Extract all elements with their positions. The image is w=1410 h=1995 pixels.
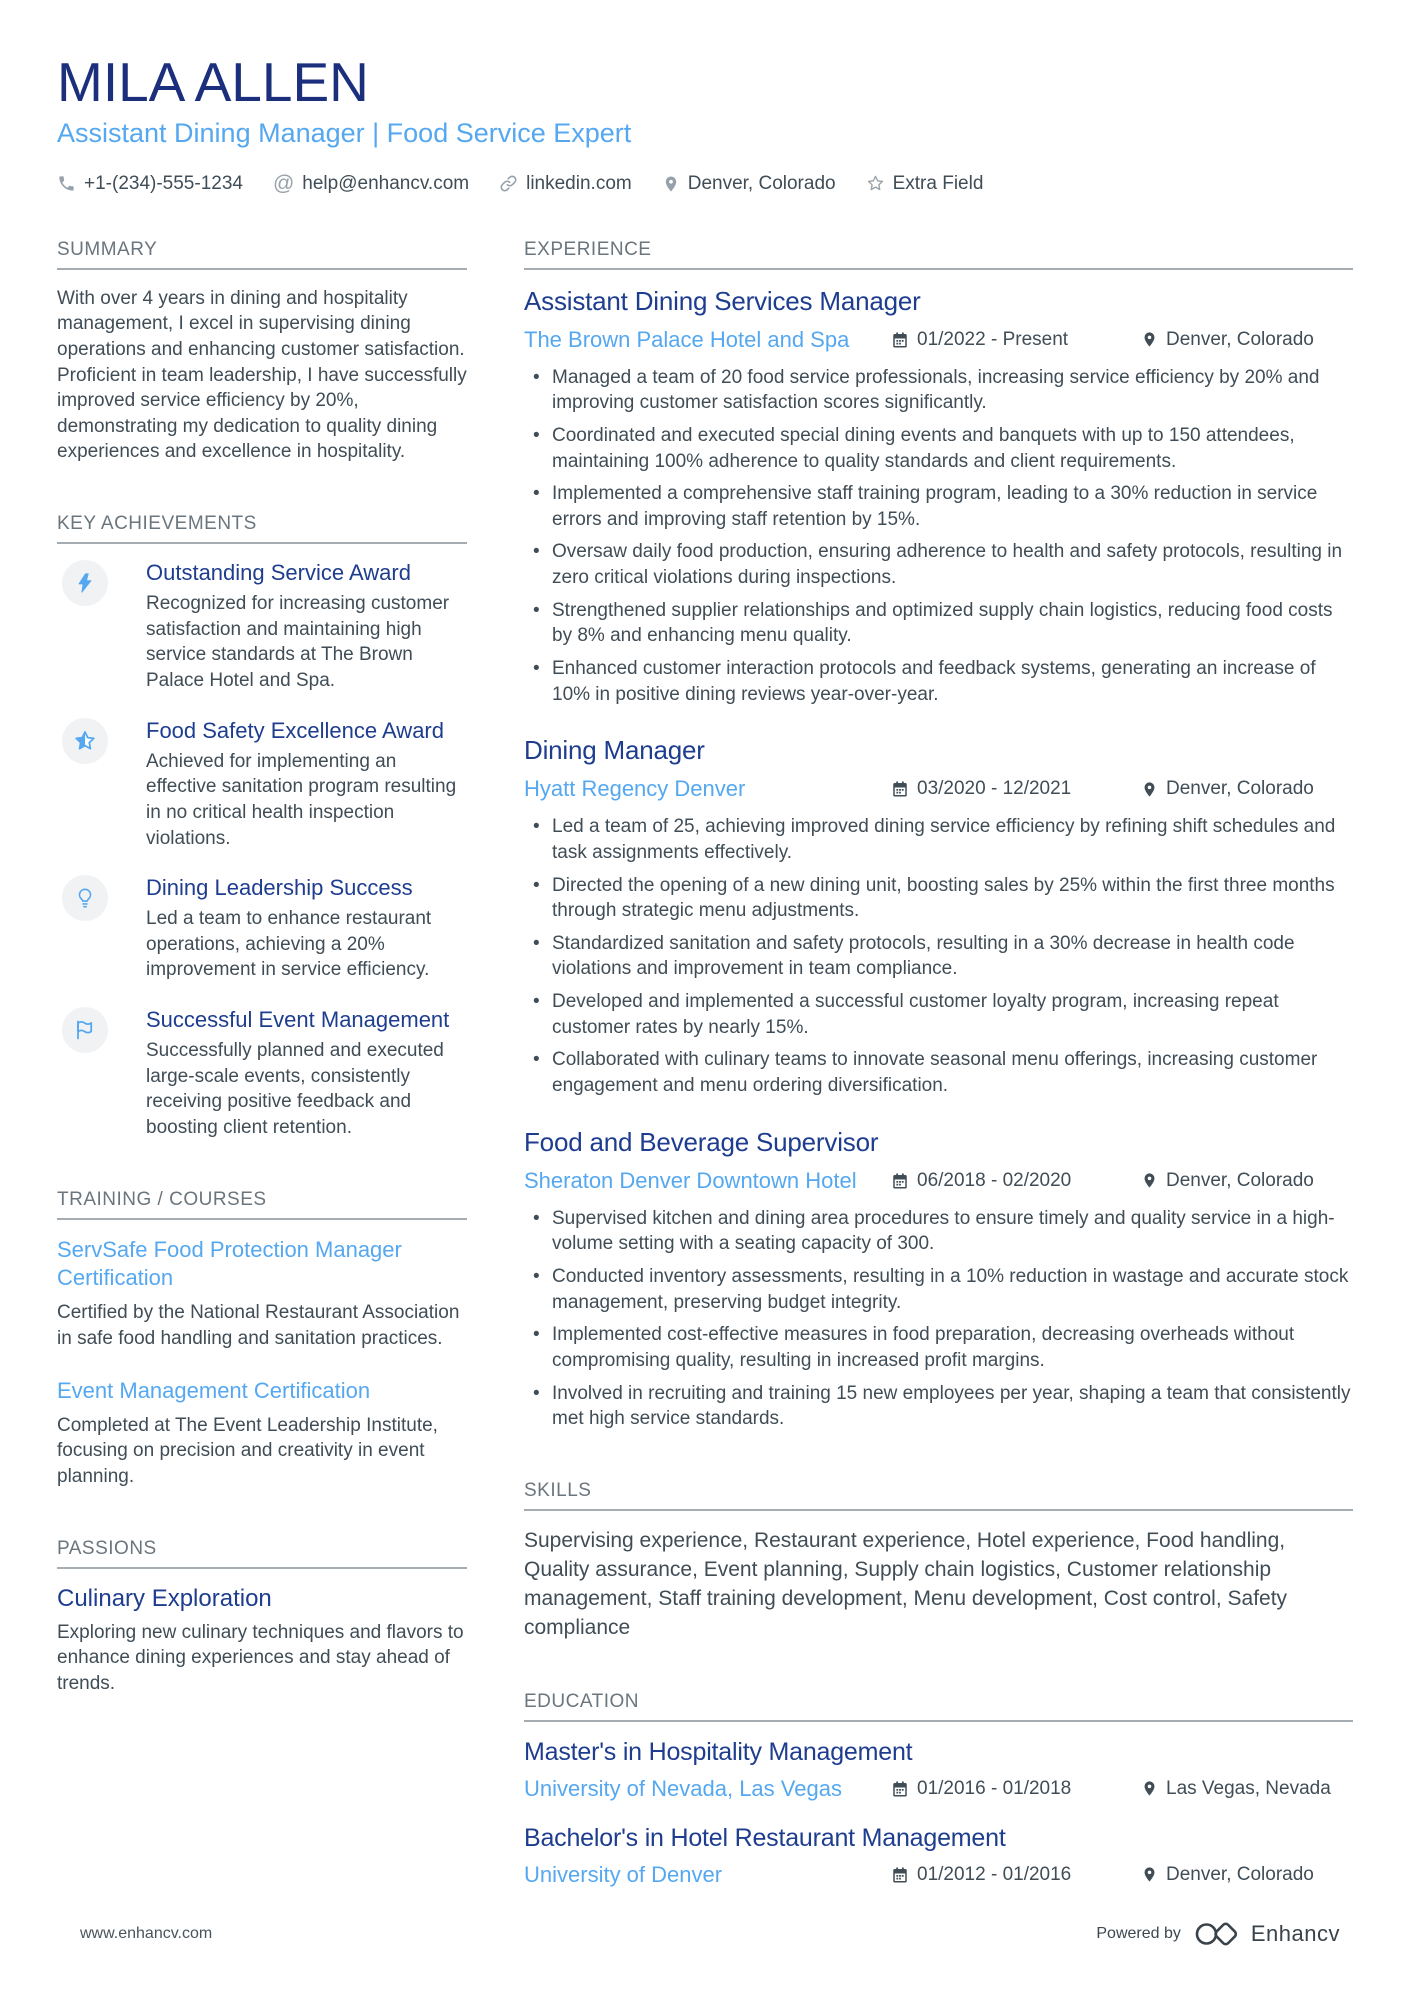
phone-icon <box>57 174 76 193</box>
job-meta <box>524 1168 1353 1194</box>
skills-heading: SKILLS <box>524 1480 1353 1511</box>
job-bullet: • Implemented cost-effective measures in food preparation, decreasing overheads without compromising quality, resulting in increased profit margins. <box>524 1322 1353 1373</box>
education-item <box>524 1824 1353 1888</box>
job-bullet: • Directed the opening of a new dining unit, boosting sales by 25% within the first three months through strategic menu adjustments. <box>524 873 1353 924</box>
achievement-description: Recognized for increasing customer satisfaction and maintaining high service standards at The Brown Palace Hotel and Spa. <box>146 593 450 691</box>
contact-extra-text: Extra Field <box>892 172 984 194</box>
experience-job <box>524 1127 1353 1432</box>
training-description: Completed at The Event Leadership Institute, focusing on precision and creativity in event planning. <box>57 1414 438 1488</box>
education-meta <box>524 1776 1353 1802</box>
degree-title: Bachelor's in Hotel Restaurant Management <box>524 1823 1006 1852</box>
education-location: Las Vegas, Nevada <box>1141 1778 1353 1800</box>
job-location: Denver, Colorado <box>1141 1170 1353 1192</box>
summary-section <box>57 239 467 465</box>
job-bullet: • Oversaw daily food production, ensuring adherence to health and safety protocols, resulting in zero critical violations during inspections. <box>524 539 1353 590</box>
education-meta <box>524 1862 1353 1888</box>
achievement-description: Successfully planned and executed large-scale events, consistently receiving positive feedback and boosting client retention. <box>146 1040 444 1139</box>
contact-email <box>273 173 469 195</box>
key-achievements-heading: KEY ACHIEVEMENTS <box>57 513 467 544</box>
job-dates: 01/2022 - Present <box>891 329 1141 351</box>
page-footer <box>80 1919 1340 1949</box>
training-title: Event Management Certification <box>57 1378 371 1404</box>
achievement-title: Successful Event Management <box>146 1007 450 1033</box>
training-heading: TRAINING / COURSES <box>57 1189 467 1220</box>
skills-section <box>524 1480 1353 1643</box>
half-star-icon <box>62 718 108 764</box>
contact-location-text: Denver, Colorado <box>687 172 836 194</box>
achievement-item <box>57 560 467 694</box>
education-dates: 01/2016 - 01/2018 <box>891 1778 1141 1800</box>
location-icon <box>1141 331 1158 348</box>
education-dates: 01/2012 - 01/2016 <box>891 1864 1141 1886</box>
link-icon <box>499 174 518 193</box>
school-name: University of Denver <box>524 1861 723 1887</box>
education-location: Denver, Colorado <box>1141 1864 1353 1886</box>
school-name: University of Nevada, Las Vegas <box>524 1775 842 1801</box>
location-icon <box>1141 1866 1158 1883</box>
person-headline: Assistant Dining Manager | Food Service Expert <box>57 117 632 148</box>
job-bullet: • Implemented a comprehensive staff training program, leading to a 30% reduction in service errors and improving staff retention by 15%. <box>524 481 1353 532</box>
job-title: Food and Beverage Supervisor <box>524 1126 879 1157</box>
job-location: Denver, Colorado <box>1141 329 1353 351</box>
contact-linkedin-text: linkedin.com <box>526 172 632 194</box>
powered-by <box>1096 1919 1340 1949</box>
person-name: MILA ALLEN <box>57 51 369 113</box>
job-title: Assistant Dining Services Manager <box>524 285 921 316</box>
site-url: www.enhancv.com <box>80 1925 213 1942</box>
summary-text: With over 4 years in dining and hospitality management, I excel in supervising dining operations and enhancing customer satisfaction. Proficient in team leadership, I have successfully improved service efficiency by 20%, demonstrating my dedication to quality dining experiences and excellence in hospitality. <box>57 287 467 463</box>
key-achievements-section <box>57 513 467 1141</box>
education-heading: EDUCATION <box>524 1691 1353 1722</box>
company-name: Hyatt Regency Denver <box>524 776 746 802</box>
achievement-item <box>57 875 467 983</box>
job-bullets <box>524 814 1353 1098</box>
star-icon <box>866 174 885 193</box>
job-bullet: • Managed a team of 20 food service professionals, increasing service efficiency by 20% and improving customer satisfaction scores significantly. <box>524 365 1353 416</box>
job-meta <box>524 776 1353 802</box>
job-title: Dining Manager <box>524 735 705 766</box>
job-bullet: • Conducted inventory assessments, resulting in a 10% reduction in wastage and accurate stock management, preserving budget integrity. <box>524 1264 1353 1315</box>
contact-extra-field <box>866 173 984 195</box>
calendar-icon <box>891 1172 909 1190</box>
experience-section <box>524 239 1353 1432</box>
job-bullets <box>524 365 1353 708</box>
at-icon: @ <box>272 172 295 196</box>
lightbulb-icon <box>62 875 108 921</box>
job-bullet: • Involved in recruiting and training 15 new employees per year, shaping a team that consistently met high service standards. <box>524 1381 1353 1432</box>
training-description: Certified by the National Restaurant Association in safe food handling and sanitation practices. <box>57 1301 460 1349</box>
degree-title: Master's in Hospitality Management <box>524 1737 913 1766</box>
skills-text: Supervising experience, Restaurant experience, Hotel experience, Food handling, Quality assurance, Event planning, Supply chain logistics, Customer relationship management, Staff training development, Menu development, Cost control, Safety compliance <box>524 1528 1288 1639</box>
job-bullet: • Coordinated and executed special dining events and banquets with up to 150 attendees, maintaining 100% adherence to quality standards and client requirements. <box>524 423 1353 474</box>
achievement-title: Outstanding Service Award <box>146 560 411 586</box>
training-item <box>57 1377 467 1490</box>
achievement-item <box>57 718 467 852</box>
contact-phone <box>57 173 243 195</box>
job-bullet: • Strengthened supplier relationships and optimized supply chain logistics, reducing food costs by 8% and enhancing menu quality. <box>524 598 1353 649</box>
company-name: The Brown Palace Hotel and Spa <box>524 326 850 352</box>
contact-phone-text: +1-(234)-555-1234 <box>84 172 243 194</box>
passions-heading: PASSIONS <box>57 1538 467 1569</box>
passion-item <box>57 1585 467 1697</box>
contact-row <box>57 173 1353 195</box>
education-item <box>524 1738 1353 1802</box>
location-icon <box>1141 781 1158 798</box>
passion-title: Culinary Exploration <box>57 1584 272 1612</box>
passions-section <box>57 1538 467 1697</box>
lightning-icon <box>62 560 108 606</box>
training-title: ServSafe Food Protection Manager Certification <box>57 1236 402 1291</box>
achievement-title: Food Safety Excellence Award <box>146 717 444 743</box>
right-column <box>524 239 1353 1936</box>
education-section <box>524 1691 1353 1888</box>
contact-linkedin <box>499 173 632 195</box>
calendar-icon <box>891 780 909 798</box>
flag-icon <box>62 1007 108 1053</box>
training-section <box>57 1189 467 1490</box>
location-icon <box>1141 1172 1158 1189</box>
achievement-item <box>57 1007 467 1141</box>
location-icon <box>662 175 680 193</box>
contact-location <box>662 173 836 195</box>
achievement-description: Achieved for implementing an effective sanitation program resulting in no critical health inspection violations. <box>146 750 457 849</box>
job-meta <box>524 327 1353 353</box>
job-bullet: • Enhanced customer interaction protocols and feedback systems, generating an increase of 10% in positive dining reviews year-over-year. <box>524 656 1353 707</box>
enhancv-logo-icon <box>1193 1919 1239 1949</box>
powered-by-text: Powered by <box>1096 1925 1181 1942</box>
brand-name: Enhancv <box>1250 1921 1340 1946</box>
left-column <box>57 239 467 1936</box>
calendar-icon <box>891 331 909 349</box>
job-bullet: • Developed and implemented a successful customer loyalty program, increasing repeat customer rates by nearly 15%. <box>524 989 1353 1040</box>
job-bullet: • Led a team of 25, achieving improved dining service efficiency by refining shift schedules and task assignments effectively. <box>524 814 1353 865</box>
job-bullet: • Standardized sanitation and safety protocols, resulting in a 30% decrease in health code violations and improvement in team compliance. <box>524 931 1353 982</box>
training-item <box>57 1236 467 1351</box>
experience-job <box>524 735 1353 1098</box>
company-name: Sheraton Denver Downtown Hotel <box>524 1167 857 1193</box>
summary-heading: SUMMARY <box>57 239 467 270</box>
job-bullets <box>524 1206 1353 1432</box>
achievement-title: Dining Leadership Success <box>146 875 413 901</box>
location-icon <box>1141 1780 1158 1797</box>
achievement-description: Led a team to enhance restaurant operations, achieving a 20% improvement in service efficiency. <box>146 908 432 981</box>
job-dates: 03/2020 - 12/2021 <box>891 778 1141 800</box>
job-dates: 06/2018 - 02/2020 <box>891 1170 1141 1192</box>
calendar-icon <box>891 1866 909 1884</box>
header <box>57 52 1353 195</box>
passion-description: Exploring new culinary techniques and flavors to enhance dining experiences and stay ahead of trends. <box>57 1621 464 1694</box>
calendar-icon <box>891 1780 909 1798</box>
experience-job <box>524 286 1353 708</box>
job-location: Denver, Colorado <box>1141 778 1353 800</box>
experience-heading: EXPERIENCE <box>524 239 1353 270</box>
job-bullet: • Supervised kitchen and dining area procedures to ensure timely and quality service in a high-volume setting with a seating capacity of 300. <box>524 1206 1353 1257</box>
contact-email-text: help@enhancv.com <box>302 172 470 194</box>
job-bullet: • Collaborated with culinary teams to innovate seasonal menu offerings, increasing customer engagement and menu ordering diversification. <box>524 1047 1353 1098</box>
